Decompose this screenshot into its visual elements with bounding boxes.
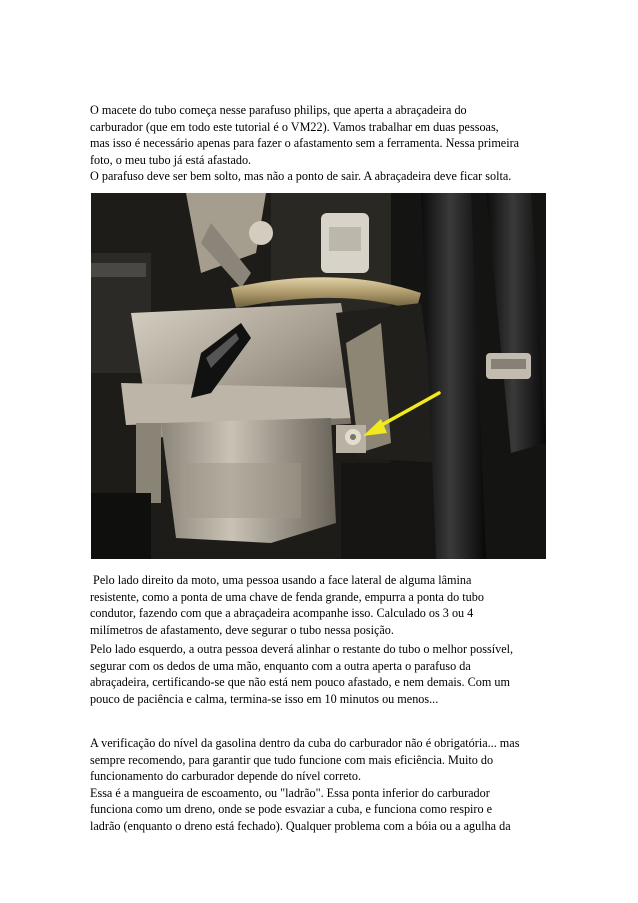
text-line: milímetros de afastamento, deve segurar o tubo nessa posição. xyxy=(90,622,394,637)
text-line: O parafuso deve ser bem solto, mas não a ponto de sair. A abraçadeira deve ficar solta. xyxy=(90,169,512,184)
text-line: Essa é a mangueira de escoamento, ou "ladrão". Essa ponta inferior do carburador xyxy=(90,785,490,800)
text-line: foto, o meu tubo já está afastado. xyxy=(90,152,252,167)
text-line: O macete do tubo começa nesse parafuso philips, que aperta a abraçadeira do xyxy=(90,103,467,117)
text-line: funcionamento do carburador depende do nível correto. xyxy=(90,769,362,784)
text-line: funciona como um dreno, onde se pode esvaziar a cuba, e funciona como respiro e xyxy=(90,802,493,817)
paragraph-fuel-level xyxy=(90,735,560,835)
paragraph-intro xyxy=(90,102,560,185)
text-line: resistente, como a ponta de uma chave de fenda grande, empurra a ponta do tubo xyxy=(90,589,484,604)
text-line: abraçadeira, certificando-se que não está nem pouco afastado, e nem demais. Com um xyxy=(90,675,510,690)
text-line: Pelo lado direito da moto, uma pessoa usando a face lateral de alguma lâmina xyxy=(90,573,472,587)
text-line: condutor, fazendo com que a abraçadeira acompanhe isso. Calculado os 3 ou 4 xyxy=(90,606,474,621)
text-line: A verificação do nível da gasolina dentro da cuba do carburador não é obrigatória... mas xyxy=(90,736,520,750)
text-line: segurar com os dedos de uma mão, enquanto com a outra aperta o parafuso da xyxy=(90,658,471,673)
text-line: mas isso é necessário apenas para fazer o afastamento sem a ferramenta. Nessa primeira xyxy=(90,136,520,151)
text-line: ladrão (enquanto o dreno está fechado). Qualquer problema com a bóia ou a agulha da xyxy=(90,818,511,833)
paragraph-left-side xyxy=(90,641,560,707)
text-line: carburador (que em todo este tutorial é o VM22). Vamos trabalhar em duas pessoas, xyxy=(90,119,499,134)
paragraph-right-side xyxy=(90,572,560,638)
text-line: sempre recomendo, para garantir que tudo funcione com mais eficiência. Muito do xyxy=(90,752,494,767)
text-line: Pelo lado esquerdo, a outra pessoa deverá alinhar o restante do tubo o melhor possível, xyxy=(90,642,514,656)
carburetor-photo xyxy=(91,193,546,559)
text-line: pouco de paciência e calma, termina-se isso em 10 minutos ou menos... xyxy=(90,691,439,706)
